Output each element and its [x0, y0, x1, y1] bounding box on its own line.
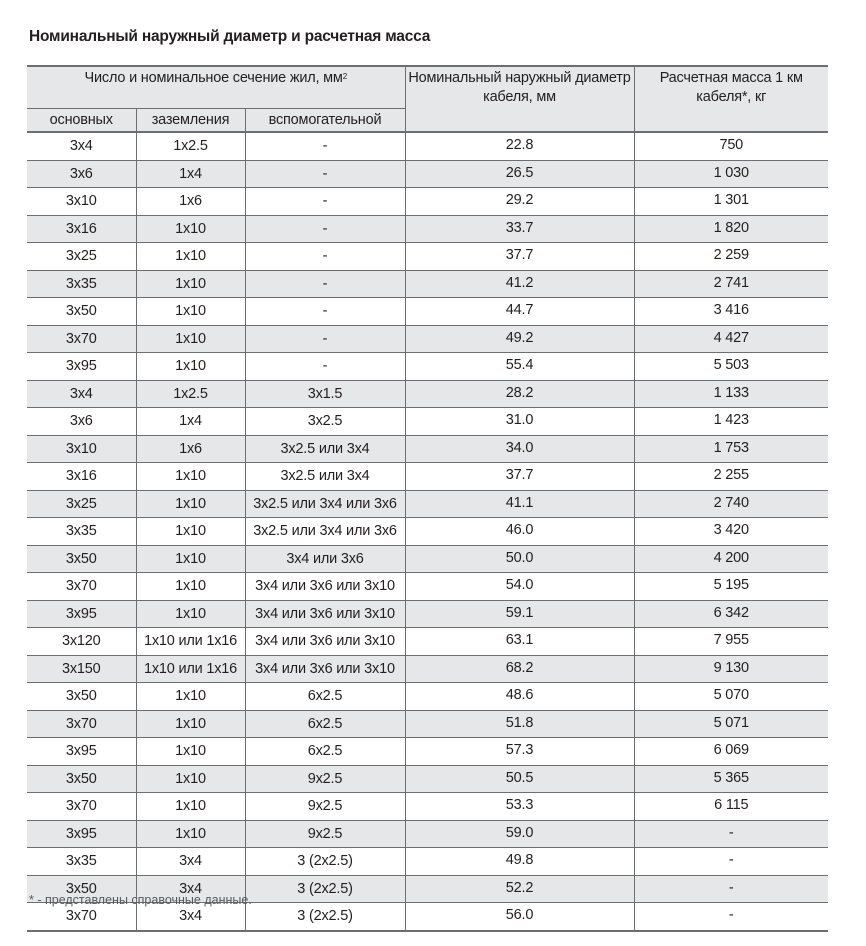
aux-cores-cell: - [245, 132, 405, 160]
main-cores-cell: 3x70 [27, 325, 136, 353]
mass-cell: 2 741 [634, 270, 828, 298]
mass-cell: 3 420 [634, 518, 828, 546]
diameter-cell: 53.3 [405, 793, 634, 821]
aux-cores-cell: 3x2.5 или 3x4 [245, 435, 405, 463]
ground-cores-cell: 1x10 [136, 215, 245, 243]
mass-cell: 1 133 [634, 380, 828, 408]
aux-cores-header: вспомогательной [245, 109, 405, 133]
table-header [27, 66, 828, 132]
main-cores-cell: 3x50 [27, 765, 136, 793]
main-cores-cell: 3x50 [27, 683, 136, 711]
aux-cores-cell: - [245, 353, 405, 381]
ground-cores-cell: 1x10 [136, 573, 245, 601]
diameter-cell: 41.2 [405, 270, 634, 298]
main-cores-cell: 3x4 [27, 380, 136, 408]
diameter-cell: 55.4 [405, 353, 634, 381]
mass-cell: 1 753 [634, 435, 828, 463]
main-cores-cell: 3x10 [27, 435, 136, 463]
aux-cores-cell: 9x2.5 [245, 765, 405, 793]
ground-cores-cell: 1x4 [136, 408, 245, 436]
aux-cores-cell: 3 (2x2.5) [245, 875, 405, 903]
table-row [27, 215, 828, 243]
mass-cell: 4 200 [634, 545, 828, 573]
main-cores-cell: 3x70 [27, 710, 136, 738]
diameter-cell: 22.8 [405, 132, 634, 160]
mass-cell: 5 195 [634, 573, 828, 601]
ground-cores-cell: 1x10 [136, 765, 245, 793]
diameter-cell: 33.7 [405, 215, 634, 243]
mass-cell: 1 423 [634, 408, 828, 436]
table-body [27, 132, 828, 931]
diameter-cell: 48.6 [405, 683, 634, 711]
table-row [27, 655, 828, 683]
table-row [27, 353, 828, 381]
main-cores-cell: 3x10 [27, 188, 136, 216]
mass-cell: - [634, 903, 828, 931]
ground-cores-cell: 1x10 [136, 793, 245, 821]
table-row [27, 820, 828, 848]
ground-cores-cell: 1x6 [136, 188, 245, 216]
main-cores-cell: 3x120 [27, 628, 136, 656]
diameter-cell: 44.7 [405, 298, 634, 326]
diameter-cell: 49.2 [405, 325, 634, 353]
main-cores-cell: 3x4 [27, 132, 136, 160]
table-row [27, 600, 828, 628]
aux-cores-cell: - [245, 243, 405, 271]
mass-cell: 5 071 [634, 710, 828, 738]
ground-cores-cell: 3x4 [136, 848, 245, 876]
main-cores-cell: 3x70 [27, 793, 136, 821]
ground-cores-cell: 1x10 [136, 270, 245, 298]
aux-cores-cell: 9x2.5 [245, 793, 405, 821]
mass-cell: 6 342 [634, 600, 828, 628]
aux-cores-cell: - [245, 325, 405, 353]
mass-cell: 2 255 [634, 463, 828, 491]
main-cores-cell: 3x35 [27, 518, 136, 546]
unit-superscript: 2 [342, 72, 347, 81]
cores-group-header [27, 66, 405, 109]
mass-cell: 1 301 [634, 188, 828, 216]
table-row [27, 325, 828, 353]
ground-cores-cell: 1x10 [136, 545, 245, 573]
main-cores-cell: 3x16 [27, 215, 136, 243]
mass-cell: - [634, 820, 828, 848]
diameter-cell: 26.5 [405, 160, 634, 188]
diameter-cell: 37.7 [405, 463, 634, 491]
aux-cores-cell: 3x4 или 3x6 или 3x10 [245, 600, 405, 628]
mass-cell: 6 115 [634, 793, 828, 821]
diameter-cell: 49.8 [405, 848, 634, 876]
diameter-cell: 59.0 [405, 820, 634, 848]
table-row [27, 765, 828, 793]
diameter-cell: 41.1 [405, 490, 634, 518]
table-row [27, 408, 828, 436]
mass-cell: 1 820 [634, 215, 828, 243]
table-row [27, 683, 828, 711]
aux-cores-cell: 9x2.5 [245, 820, 405, 848]
aux-cores-cell: 6x2.5 [245, 710, 405, 738]
diameter-cell: 68.2 [405, 655, 634, 683]
table-row [27, 298, 828, 326]
diameter-cell: 31.0 [405, 408, 634, 436]
ground-cores-cell: 1x10 или 1x16 [136, 655, 245, 683]
aux-cores-cell: 6x2.5 [245, 738, 405, 766]
main-cores-cell: 3x50 [27, 875, 136, 903]
ground-cores-cell: 1x6 [136, 435, 245, 463]
table-row [27, 132, 828, 160]
aux-cores-cell: 6x2.5 [245, 683, 405, 711]
main-cores-cell: 3x50 [27, 298, 136, 326]
diameter-cell: 29.2 [405, 188, 634, 216]
ground-cores-cell: 3x4 [136, 875, 245, 903]
diameter-cell: 63.1 [405, 628, 634, 656]
diameter-cell: 52.2 [405, 875, 634, 903]
main-cores-cell: 3x25 [27, 243, 136, 271]
ground-cores-cell: 1x10 [136, 600, 245, 628]
cores-group-label: Число и номинальное сечение жил, мм [84, 70, 343, 86]
aux-cores-cell: 3x4 или 3x6 [245, 545, 405, 573]
aux-cores-cell: 3x4 или 3x6 или 3x10 [245, 573, 405, 601]
main-cores-cell: 3x95 [27, 738, 136, 766]
diameter-cell: 50.0 [405, 545, 634, 573]
diameter-cell: 54.0 [405, 573, 634, 601]
diameter-cell: 51.8 [405, 710, 634, 738]
aux-cores-cell: - [245, 215, 405, 243]
mass-cell: 4 427 [634, 325, 828, 353]
ground-cores-cell: 1x10 [136, 710, 245, 738]
table-row [27, 463, 828, 491]
table-row [27, 793, 828, 821]
aux-cores-cell: 3x4 или 3x6 или 3x10 [245, 628, 405, 656]
main-cores-cell: 3x6 [27, 408, 136, 436]
mass-header: Расчетная масса 1 км кабеля*, кг [634, 66, 828, 132]
diameter-cell: 28.2 [405, 380, 634, 408]
main-cores-cell: 3x95 [27, 353, 136, 381]
main-cores-cell: 3x95 [27, 600, 136, 628]
diameter-cell: 56.0 [405, 903, 634, 931]
mass-cell: 5 503 [634, 353, 828, 381]
table-row [27, 243, 828, 271]
ground-cores-cell: 1x2.5 [136, 132, 245, 160]
footnote: * - представлены справочные данные. [29, 893, 252, 907]
main-cores-cell: 3x95 [27, 820, 136, 848]
diameter-cell: 59.1 [405, 600, 634, 628]
table-row [27, 710, 828, 738]
ground-cores-cell: 1x2.5 [136, 380, 245, 408]
table-row [27, 380, 828, 408]
aux-cores-cell: 3x2.5 [245, 408, 405, 436]
diameter-cell: 57.3 [405, 738, 634, 766]
main-cores-cell: 3x6 [27, 160, 136, 188]
table-row [27, 435, 828, 463]
ground-cores-cell: 1x10 [136, 325, 245, 353]
cable-spec-table [27, 65, 828, 932]
ground-cores-cell: 1x10 [136, 298, 245, 326]
table-row [27, 490, 828, 518]
table-row [27, 518, 828, 546]
main-cores-cell: 3x16 [27, 463, 136, 491]
table-row [27, 848, 828, 876]
ground-cores-cell: 1x10 [136, 243, 245, 271]
aux-cores-cell: - [245, 188, 405, 216]
diameter-cell: 50.5 [405, 765, 634, 793]
aux-cores-cell: - [245, 160, 405, 188]
aux-cores-cell: 3 (2x2.5) [245, 903, 405, 931]
mass-cell: 5 365 [634, 765, 828, 793]
page-title: Номинальный наружный диаметр и расчетная масса [29, 28, 431, 45]
mass-cell: 9 130 [634, 655, 828, 683]
main-cores-cell: 3x150 [27, 655, 136, 683]
mass-cell: 1 030 [634, 160, 828, 188]
mass-cell: - [634, 875, 828, 903]
mass-cell: 7 955 [634, 628, 828, 656]
mass-cell: 2 259 [634, 243, 828, 271]
main-cores-cell: 3x50 [27, 545, 136, 573]
mass-cell: - [634, 848, 828, 876]
ground-cores-cell: 1x10 [136, 820, 245, 848]
ground-cores-cell: 1x10 [136, 490, 245, 518]
main-cores-header: основных [27, 109, 136, 133]
aux-cores-cell: 3x4 или 3x6 или 3x10 [245, 655, 405, 683]
ground-cores-cell: 1x10 [136, 738, 245, 766]
mass-cell: 750 [634, 132, 828, 160]
aux-cores-cell: 3x1.5 [245, 380, 405, 408]
ground-cores-cell: 1x10 или 1x16 [136, 628, 245, 656]
ground-cores-header: заземления [136, 109, 245, 133]
ground-cores-cell: 1x4 [136, 160, 245, 188]
ground-cores-cell: 1x10 [136, 353, 245, 381]
table-row [27, 628, 828, 656]
ground-cores-cell: 3x4 [136, 903, 245, 931]
mass-cell: 2 740 [634, 490, 828, 518]
main-cores-cell: 3x25 [27, 490, 136, 518]
main-cores-cell: 3x35 [27, 270, 136, 298]
main-cores-cell: 3x70 [27, 903, 136, 931]
ground-cores-cell: 1x10 [136, 463, 245, 491]
table-row [27, 545, 828, 573]
diameter-header: Номинальный наружный диаметр кабеля, мм [405, 66, 634, 132]
table-row [27, 160, 828, 188]
table-row [27, 270, 828, 298]
ground-cores-cell: 1x10 [136, 683, 245, 711]
mass-cell: 6 069 [634, 738, 828, 766]
aux-cores-cell: - [245, 298, 405, 326]
aux-cores-cell: - [245, 270, 405, 298]
table-row [27, 188, 828, 216]
ground-cores-cell: 1x10 [136, 518, 245, 546]
table-row [27, 573, 828, 601]
aux-cores-cell: 3 (2x2.5) [245, 848, 405, 876]
aux-cores-cell: 3x2.5 или 3x4 [245, 463, 405, 491]
aux-cores-cell: 3x2.5 или 3x4 или 3x6 [245, 490, 405, 518]
main-cores-cell: 3x35 [27, 848, 136, 876]
diameter-cell: 37.7 [405, 243, 634, 271]
main-cores-cell: 3x70 [27, 573, 136, 601]
diameter-cell: 46.0 [405, 518, 634, 546]
mass-cell: 5 070 [634, 683, 828, 711]
aux-cores-cell: 3x2.5 или 3x4 или 3x6 [245, 518, 405, 546]
mass-cell: 3 416 [634, 298, 828, 326]
diameter-cell: 34.0 [405, 435, 634, 463]
table-row [27, 738, 828, 766]
